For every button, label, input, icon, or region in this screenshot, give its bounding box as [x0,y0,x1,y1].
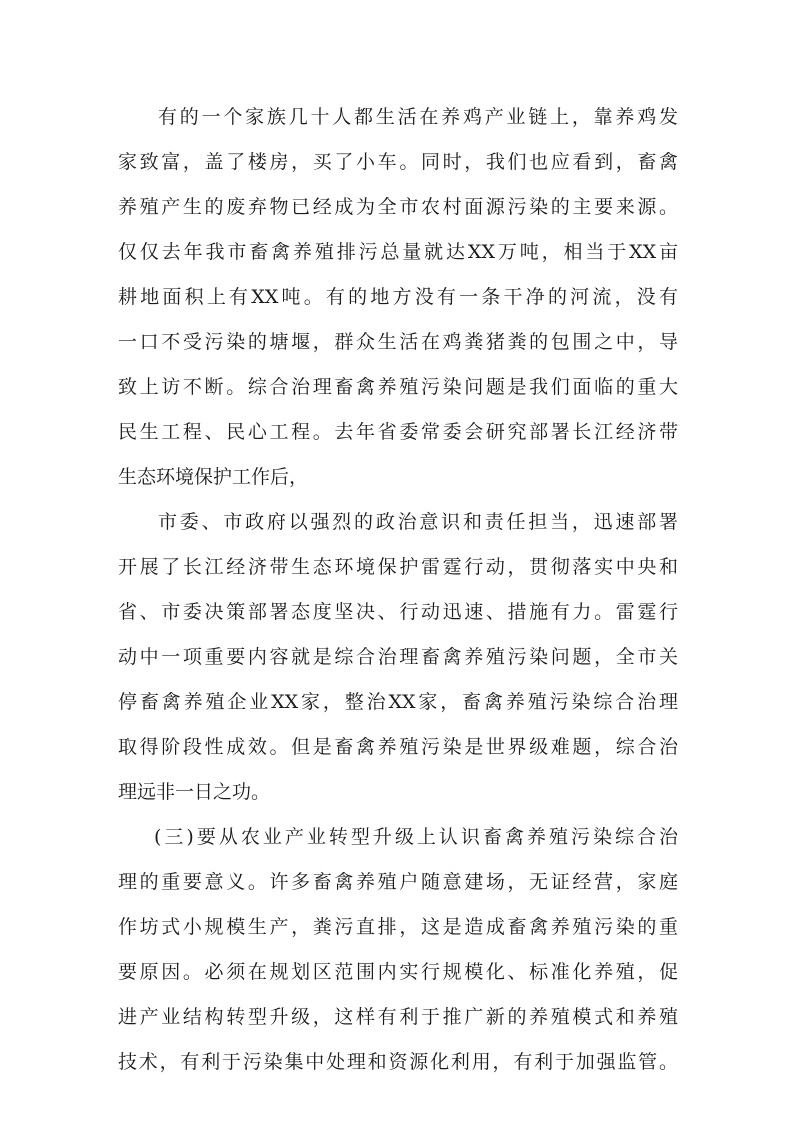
text-line: 取得阶段性成效。但是畜禽养殖污染是世界级难题，综合治 [118,736,678,758]
text-line: 省、市委决策部署态度坚决、行动迅速、措施有力。雷霆行 [118,601,678,623]
text-line: 动中一项重要内容就是综合治理畜禽养殖污染问题，全市关 [118,646,678,668]
text-line: 民生工程、民心工程。去年省委常委会研究部署长江经济带 [118,421,678,443]
text-line: 技术，有利于污染集中处理和资源化利用，有利于加强监管。 [118,1051,678,1073]
text-line: 一口不受污染的塘堰，群众生活在鸡粪猪粪的包围之中，导 [118,331,678,353]
text-line: 进产业结构转型升级，这样有利于推广新的养殖模式和养殖 [118,1006,678,1028]
text-line: 养殖产生的废弃物已经成为全市农村面源污染的主要来源。 [118,196,678,218]
text-line: 市委、市政府以强烈的政治意识和责任担当，迅速部署 [158,511,678,533]
text-line: 作坊式小规模生产，粪污直排，这是造成畜禽养殖污染的重 [118,916,678,938]
text-line: 理远非一日之功。 [118,781,271,803]
text-line: (三)要从农业产业转型升级上认识畜禽养殖污染综合治 [154,826,678,848]
text-line: 耕地面积上有XX吨。有的地方没有一条干净的河流，没有 [118,286,678,308]
document-body [118,95,678,1085]
text-line: 要原因。必须在规划区范围内实行规模化、标准化养殖，促 [118,961,678,983]
text-line: 致上访不断。综合治理畜禽养殖污染问题是我们面临的重大 [118,376,678,398]
text-line: 停畜禽养殖企业XX家，整治XX家，畜禽养殖污染综合治理 [118,691,678,713]
text-line: 仅仅去年我市畜禽养殖排污总量就达XX万吨，相当于XX亩 [118,241,678,263]
text-line: 有的一个家族几十人都生活在养鸡产业链上，靠养鸡发 [158,106,678,128]
text-line: 理的重要意义。许多畜禽养殖户随意建场，无证经营，家庭 [118,871,678,893]
text-line: 开展了长江经济带生态环境保护雷霆行动，贯彻落实中央和 [118,556,678,578]
text-line: 生态环境保护工作后， [118,466,309,488]
text-line: 家致富，盖了楼房，买了小车。同时，我们也应看到，畜禽 [118,151,678,173]
